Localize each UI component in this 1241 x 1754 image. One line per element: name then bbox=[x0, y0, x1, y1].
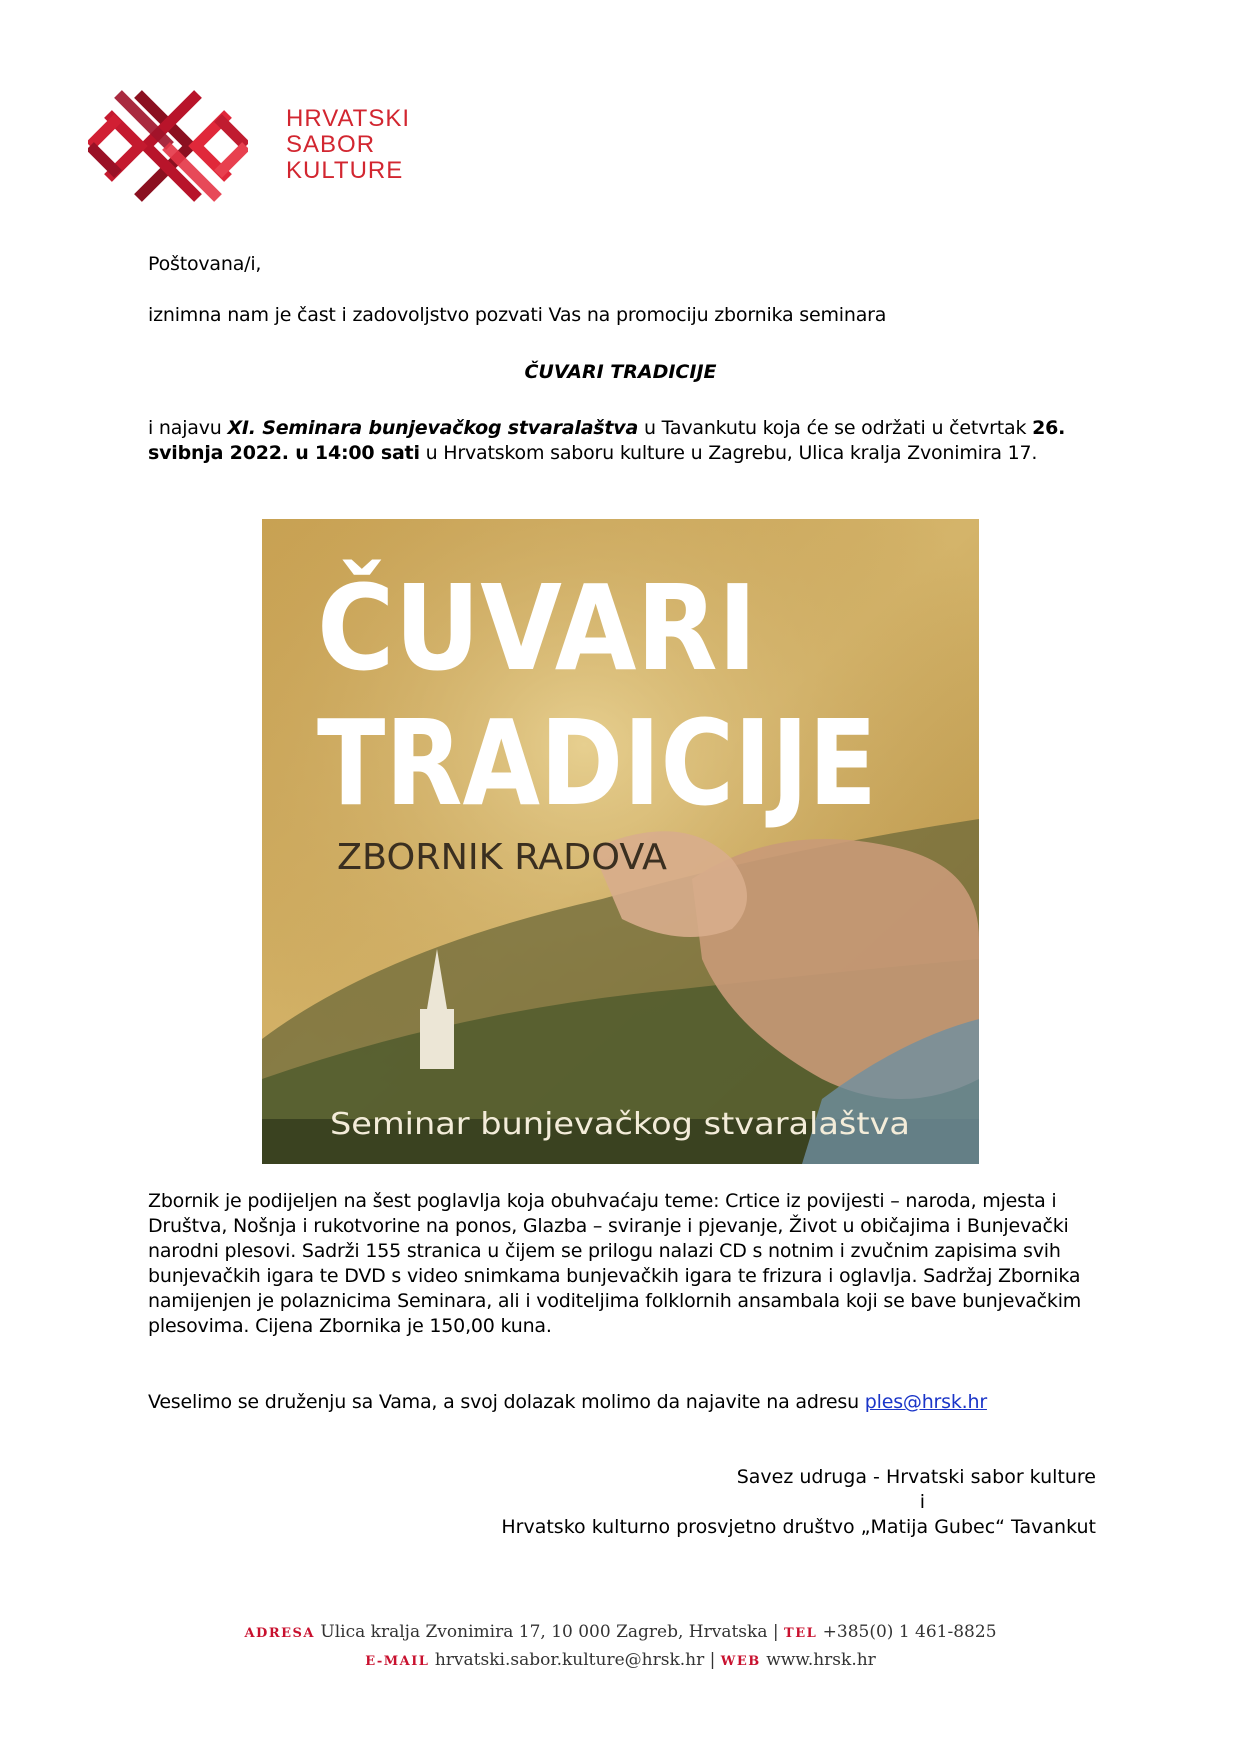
signature-line-3: Hrvatsko kulturno prosvjetno društvo „Matija Gubec“ Tavankut bbox=[501, 1516, 1096, 1538]
footer-address-line bbox=[0, 1622, 1241, 1642]
description-line: plesovima. Cijena Zbornika je 150,00 kuna. bbox=[148, 1315, 552, 1337]
announce-mid: u Tavankutu koja će se održati u četvrtak bbox=[638, 417, 1033, 439]
signature-line-2: i bbox=[919, 1491, 925, 1513]
closing-text: Veselimo se druženju sa Vama, a svoj dolazak molimo da najavite na adresu bbox=[148, 1391, 865, 1413]
footer-contact-line bbox=[0, 1650, 1241, 1670]
footer-address: Ulica kralja Zvonimira 17, 10 000 Zagreb, Hrvatska bbox=[320, 1622, 768, 1642]
footer-email[interactable]: hrvatski.sabor.kulture@hrsk.hr bbox=[434, 1650, 705, 1670]
footer-address-label: ADRESA bbox=[244, 1626, 316, 1641]
logo-wordmark bbox=[286, 106, 410, 184]
intro-paragraph: iznimna nam je čast i zadovoljstvo pozvati Vas na promociju zbornika seminara bbox=[148, 304, 887, 326]
footer-web[interactable]: www.hrsk.hr bbox=[766, 1650, 876, 1670]
footer-separator: | bbox=[772, 1622, 779, 1642]
book-title-heading: ČUVARI TRADICIJE bbox=[524, 361, 717, 383]
poster-title-1: ČUVARI bbox=[317, 559, 757, 697]
closing-paragraph bbox=[148, 1390, 987, 1415]
footer-email-label: E-MAIL bbox=[365, 1654, 430, 1669]
footer-tel: +385(0) 1 461-8825 bbox=[822, 1622, 997, 1642]
poster-title-2: TRADICIJE bbox=[317, 694, 877, 832]
description-line: Zbornik je podijeljen na šest poglavlja koja obuhvaćaju teme: Crtice iz povijesti – naroda, mjesta i bbox=[148, 1190, 1057, 1212]
salutation: Poštovana/i, bbox=[148, 253, 262, 275]
poster-subtitle: ZBORNIK RADOVA bbox=[337, 837, 668, 878]
footer-separator: | bbox=[709, 1650, 716, 1670]
event-date-1: 26. bbox=[1032, 417, 1066, 439]
announcement-paragraph bbox=[148, 416, 1098, 466]
description-line: bunjevačkih igara te DVD s video snimkama bunjevačkih igara te frizura i oglavlja. Sadržaj Zbornika bbox=[148, 1265, 1081, 1287]
description-line: narodni plesovi. Sadrži 155 stranica u čijem se prilogu nalazi CD s notnim i zvučnim zapisima svih bbox=[148, 1240, 1061, 1262]
signature-line-1: Savez udruga - Hrvatski sabor kulture bbox=[736, 1466, 1096, 1488]
logo-line-3: KULTURE bbox=[286, 157, 404, 184]
announce-pre: i najavu bbox=[148, 417, 228, 439]
poster-bottom-line: Seminar bunjevačkog stvaralaštva bbox=[330, 1107, 910, 1142]
description-paragraph bbox=[148, 1189, 1081, 1339]
logo-line-1: HRVATSKI bbox=[286, 105, 411, 132]
description-line: Društva, Nošnja i rukotvorine na ponos, Glazba – sviranje i pjevanje, Život u običajima i Bunjevački bbox=[148, 1215, 1069, 1237]
email-link[interactable]: ples@hrsk.hr bbox=[864, 1391, 987, 1413]
event-date-2: svibnja 2022. u 14:00 sati bbox=[148, 442, 420, 464]
event-name: XI. Seminara bunjevačkog stvaralaštva bbox=[227, 417, 639, 439]
description-line: namijenjen je polaznicima Seminara, ali i voditeljima folklornih ansambala koji se bave bunjevačkim bbox=[148, 1290, 1082, 1312]
announce-post: u Hrvatskom saboru kulture u Zagrebu, Ulica kralja Zvonimira 17. bbox=[419, 442, 1038, 464]
footer-web-label: WEB bbox=[720, 1654, 761, 1669]
footer-tel-label: TEL bbox=[784, 1626, 818, 1641]
logo-line-2: SABOR bbox=[286, 131, 376, 158]
book-cover-image bbox=[262, 519, 979, 1164]
hsk-logo-mark bbox=[88, 86, 248, 206]
